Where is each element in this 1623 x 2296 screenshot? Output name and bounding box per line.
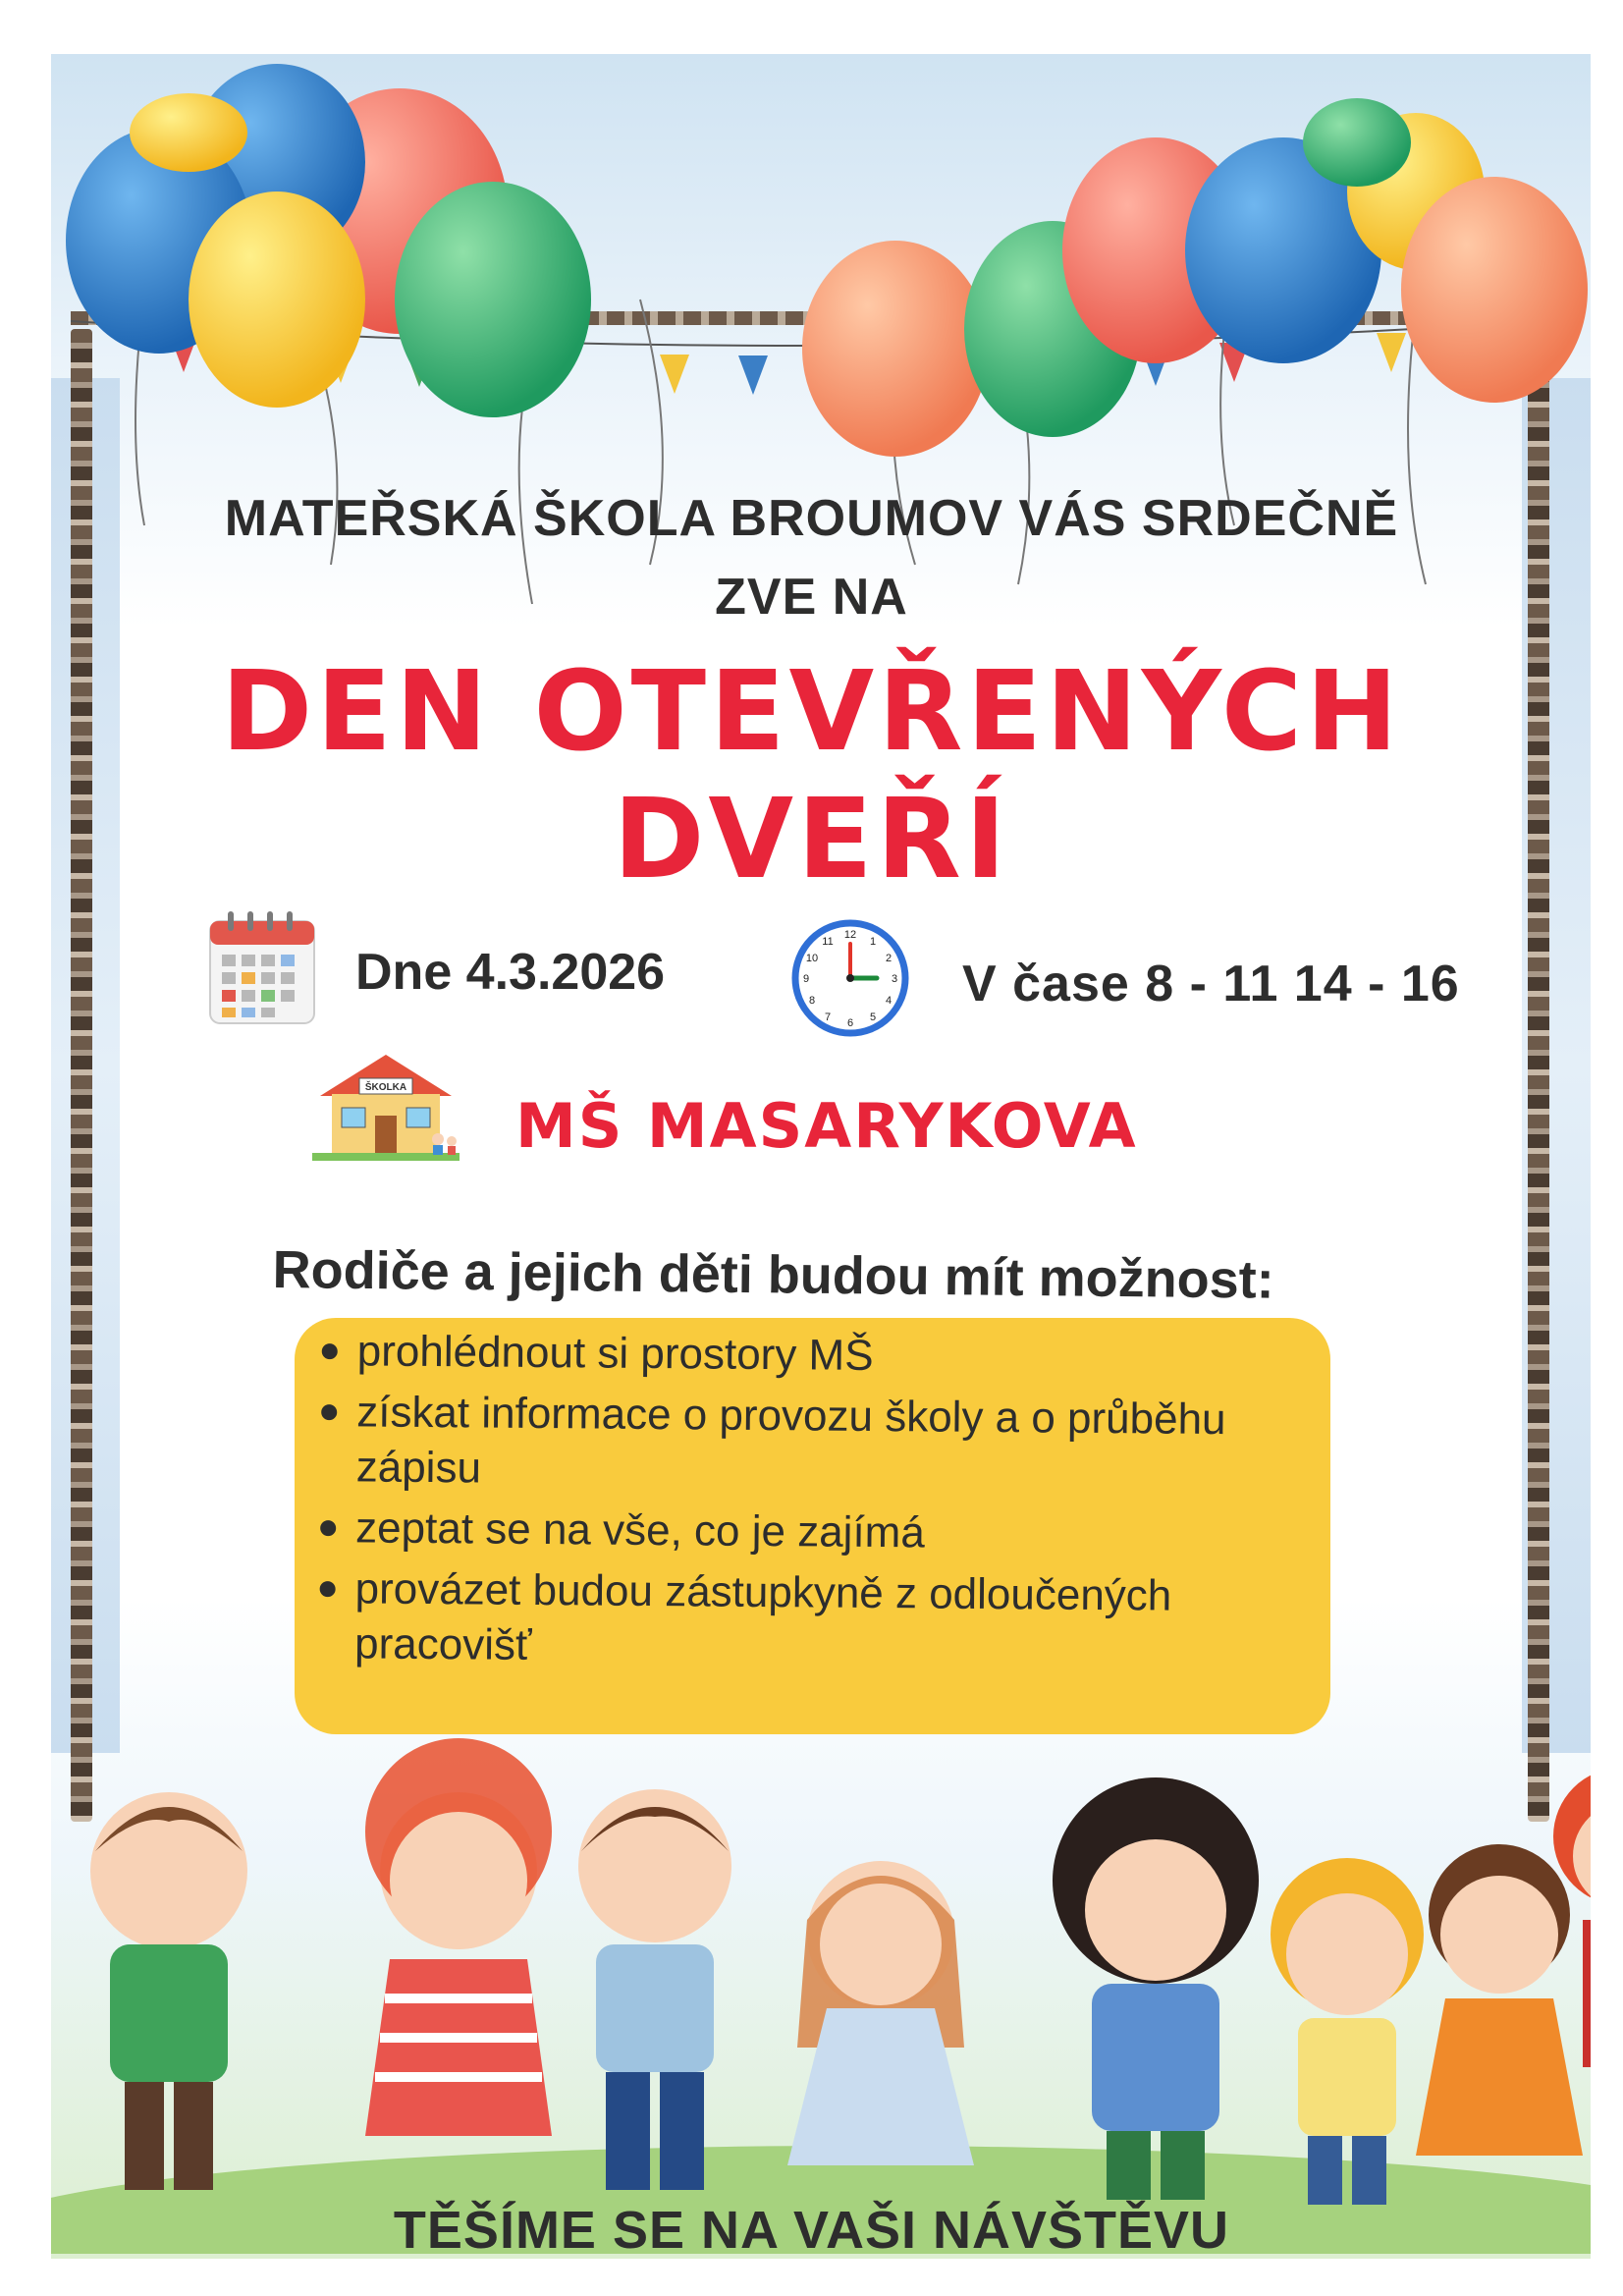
event-title-line-1: DEN OTEVŘENÝCH [221,648,1402,776]
svg-text:7: 7 [824,1011,832,1023]
bullet-icon [320,1520,336,1536]
intro-line-2: ZVE NA [715,569,908,626]
list-item [314,1324,1306,1388]
svg-text:6: 6 [846,1017,854,1029]
calendar-icon [206,911,318,1027]
list-item [311,1561,1304,1680]
bullet-icon [320,1581,336,1597]
svg-text:4: 4 [885,995,893,1007]
svg-text:11: 11 [822,936,834,948]
program-list [311,1324,1306,1686]
intro-line-1: MATEŘSKÁ ŠKOLA BROUMOV VÁS SRDEČNĚ [224,490,1399,547]
svg-text:8: 8 [808,995,816,1007]
footer-text: TĚŠÍME SE NA VAŠI NÁVŠTĚVU [393,2201,1230,2260]
list-item [312,1501,1304,1564]
clock-icon [790,918,910,1038]
school-house-icon [312,1049,460,1165]
event-title-line-2: DVEŘÍ [613,776,1010,903]
school-sign-text: ŠKOLKA [364,1082,407,1093]
svg-text:3: 3 [891,973,898,985]
program-lead: Rodiče a jejich děti budou mít možnost: [272,1240,1274,1310]
bullet-icon [321,1404,337,1420]
bullet-icon [322,1343,338,1359]
event-date: Dne 4.3.2026 [355,944,666,1001]
list-item-text: zeptat se na vše, co je zajímá [354,1503,926,1558]
svg-text:2: 2 [885,953,893,964]
list-item-text: provázet budou zástupkyně z odloučených pracovišť [353,1564,1172,1669]
svg-text:12: 12 [843,929,857,941]
svg-text:9: 9 [802,973,810,985]
event-time: V čase 8 - 11 14 - 16 [962,956,1460,1012]
list-item-text: získat informace o provozu školy a o průběhu zápisu [355,1388,1226,1493]
event-place: MŠ MASARYKOVA [515,1090,1138,1162]
svg-text:1: 1 [869,936,877,948]
list-item [312,1385,1305,1503]
list-item-text: prohlédnout si prostory MŠ [356,1327,874,1380]
svg-text:5: 5 [869,1011,877,1023]
svg-text:10: 10 [805,953,819,964]
